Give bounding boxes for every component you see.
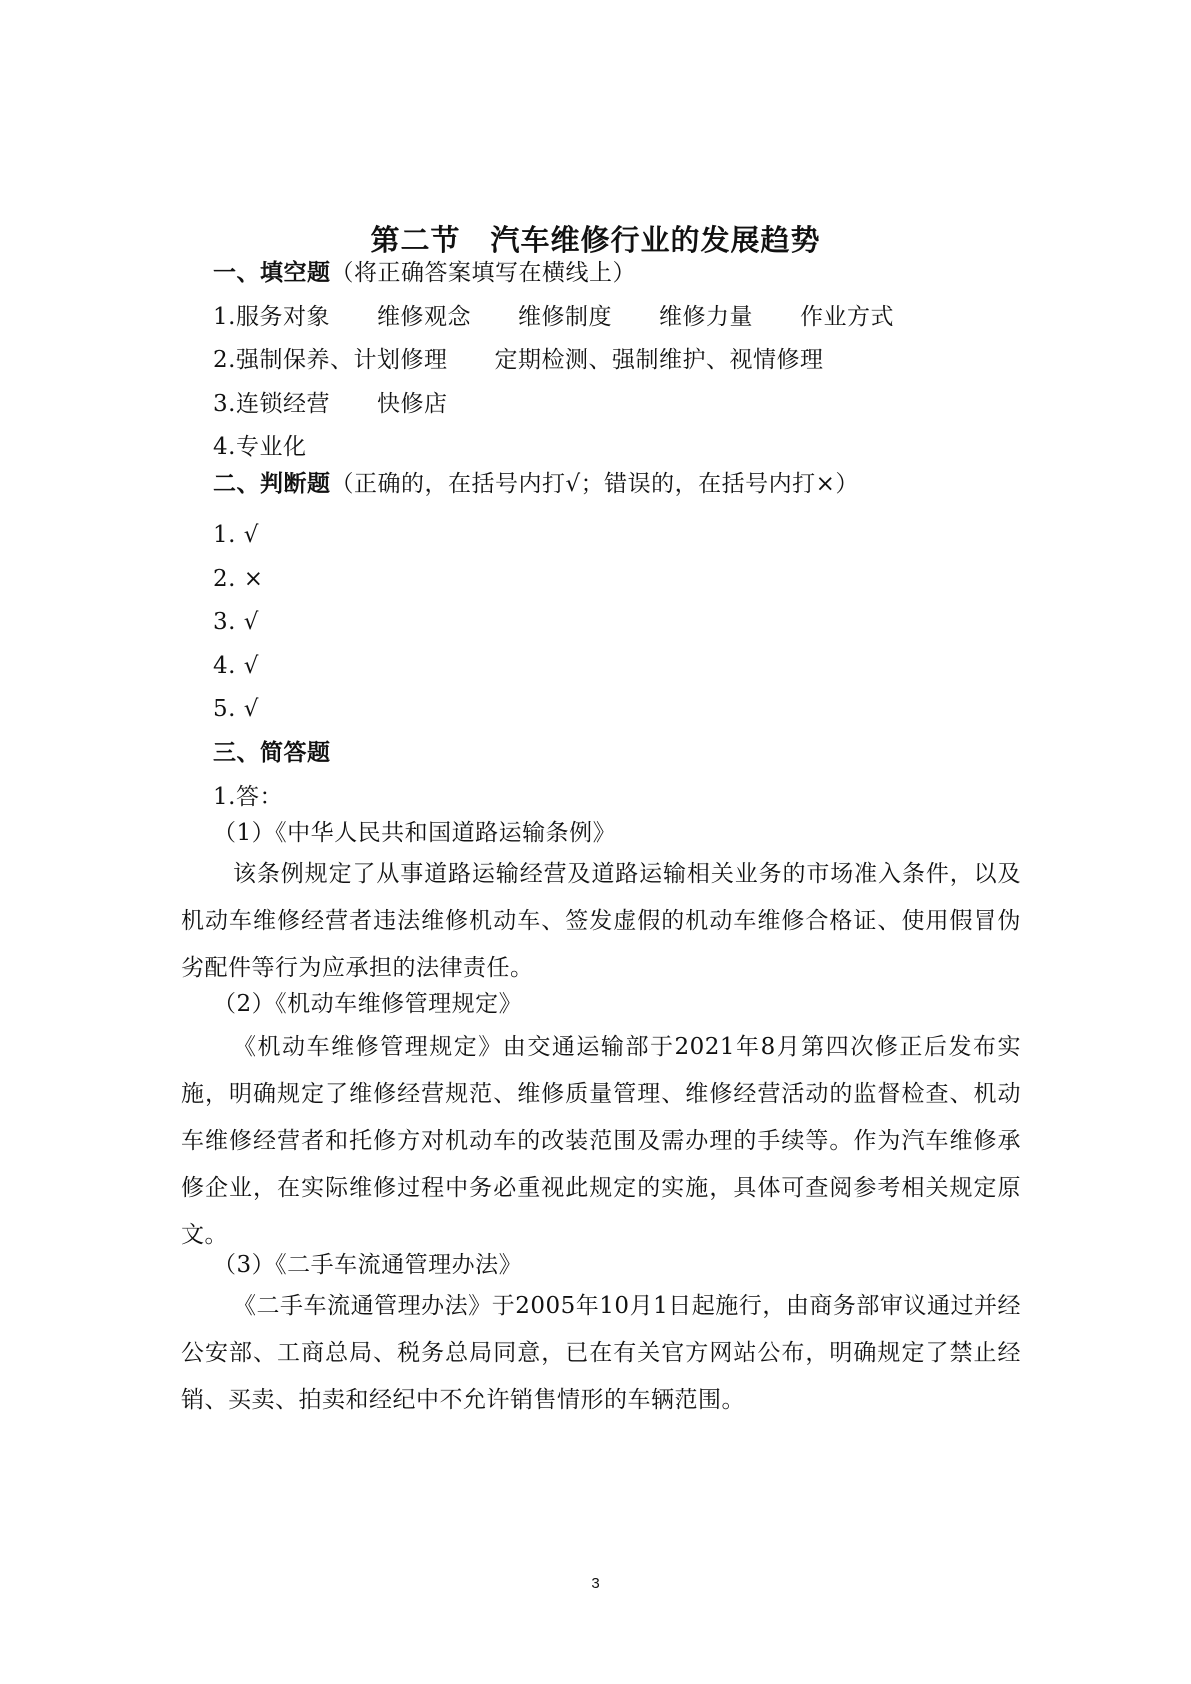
- part3-text: 《二手车流通管理办法》于2005年10月1日起施行，由商务部审议通过并经公安部、工商总局、税务总局同意，已在有关官方网站公布，明确规定了禁止经销、买卖、拍卖和经纪中不允许销售情形的车辆范围。: [181, 1293, 1021, 1413]
- judge-item-4: 4. √: [213, 653, 259, 679]
- judge-item-1: 1. √: [213, 522, 259, 548]
- fill-item-4: 4.专业化: [213, 434, 307, 460]
- page-number: 3: [591, 1575, 600, 1592]
- section2-note: （正确的，在括号内打√；错误的，在括号内打×）: [330, 471, 859, 497]
- section3-heading-line: [213, 738, 331, 768]
- section3-heading: 三、简答题: [213, 740, 331, 766]
- fill-item-3: 3.连锁经营 快修店: [213, 391, 448, 417]
- page-title: 第二节 汽车维修行业的发展趋势: [370, 223, 821, 257]
- section2-heading-line: [213, 469, 859, 499]
- part1-text: 该条例规定了从事道路运输经营及道路运输相关业务的市场准入条件，以及机动车维修经营者违法维修机动车、签发虚假的机动车维修合格证、使用假冒伪劣配件等行为应承担的法律责任。: [181, 861, 1021, 981]
- judge-item-2: 2. ×: [213, 566, 264, 592]
- part2-title: （2）《机动车维修管理规定》: [213, 991, 523, 1017]
- section1-heading-line: [213, 258, 636, 288]
- part2-text: 《机动车维修管理规定》由交通运输部于2021年8月第四次修正后发布实施，明确规定了维修经营规范、维修质量管理、维修经营活动的监督检查、机动车维修经营者和托修方对机动车的改装范围及需办理的手续等。作为汽车维修承修企业，在实际维修过程中务必重视此规定的实施，具体可查阅参考相关规定原文。: [181, 1034, 1021, 1248]
- answer-label: 1.答：: [213, 784, 283, 810]
- part1-title: （1）《中华人民共和国道路运输条例》: [213, 820, 617, 846]
- section2-heading: 二、判断题: [213, 471, 331, 497]
- fill-item-2: 2.强制保养、计划修理 定期检测、强制维护、视情修理: [213, 347, 824, 373]
- part3-title: （3）《二手车流通管理办法》: [213, 1252, 523, 1278]
- section1-note: （将正确答案填写在横线上）: [330, 260, 636, 286]
- fill-item-1: 1.服务对象 维修观念 维修制度 维修力量 作业方式: [213, 304, 894, 330]
- judge-item-3: 3. √: [213, 609, 259, 635]
- judge-item-5: 5. √: [213, 696, 259, 722]
- section1-heading: 一、填空题: [213, 260, 331, 286]
